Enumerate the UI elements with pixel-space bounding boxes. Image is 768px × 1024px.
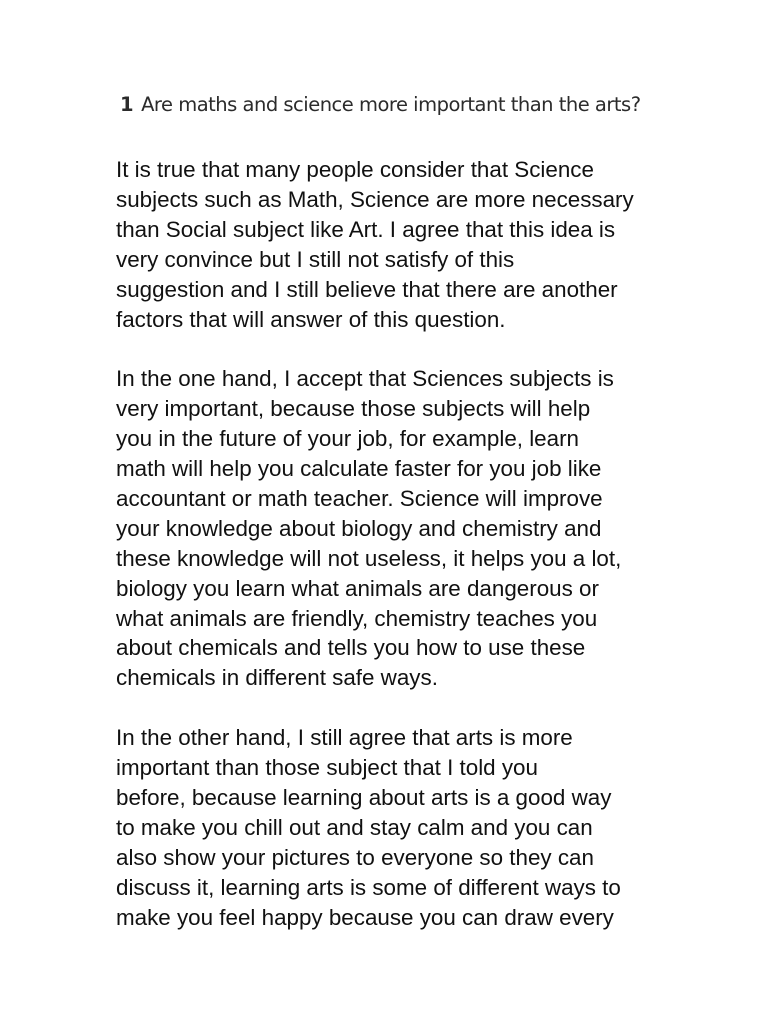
text-line: before, because learning about arts is a good way xyxy=(116,785,612,810)
paragraph-introduction xyxy=(116,155,656,334)
text-line: In the other hand, I still agree that arts is more xyxy=(116,725,573,751)
text-line: also show your pictures to everyone so they can xyxy=(116,844,594,870)
text-line: very convince but I still not satisfy of this xyxy=(116,246,515,272)
text-line: subjects such as Math, Science are more necessary xyxy=(116,186,634,212)
text-line: important than those subject that I told you xyxy=(116,755,538,781)
text-line: factors that will answer of this question. xyxy=(116,306,506,332)
text-line: your knowledge about biology and chemistry and xyxy=(116,515,602,541)
text-line: discuss it, learning arts is some of different ways to xyxy=(116,874,621,900)
text-line: math will help you calculate faster for you job like xyxy=(116,456,602,482)
question-heading xyxy=(120,93,680,116)
text-line: these knowledge will not useless, it helps you a lot, xyxy=(116,545,622,571)
text-line: In the one hand, I accept that Sciences subjects is xyxy=(116,366,614,392)
question-number: 1 xyxy=(120,93,134,116)
text-line: about chemicals and tells you how to use these xyxy=(116,635,586,661)
text-line: what animals are friendly, chemistry teaches you xyxy=(116,605,598,631)
essay-body xyxy=(116,155,656,962)
question-text: Are maths and science more important than the arts? xyxy=(141,93,641,116)
text-line: biology you learn what animals are dangerous or xyxy=(116,575,599,601)
text-line: accountant or math teacher. Science will improve xyxy=(116,485,603,511)
text-line: than Social subject like Art. I agree that this idea is xyxy=(116,216,616,242)
text-line: make you feel happy because you can draw every xyxy=(116,904,614,930)
paragraph-sciences xyxy=(116,364,656,693)
text-line: to make you chill out and stay calm and you can xyxy=(116,814,593,840)
text-line: suggestion and I still believe that there are another xyxy=(116,276,618,302)
text-line: chemicals in different safe ways. xyxy=(116,665,438,691)
text-line: It is true that many people consider that Science xyxy=(116,157,594,182)
text-line: you in the future of your job, for example, learn xyxy=(116,426,579,452)
paragraph-arts xyxy=(116,723,656,932)
text-line: very important, because those subjects will help xyxy=(116,396,591,422)
